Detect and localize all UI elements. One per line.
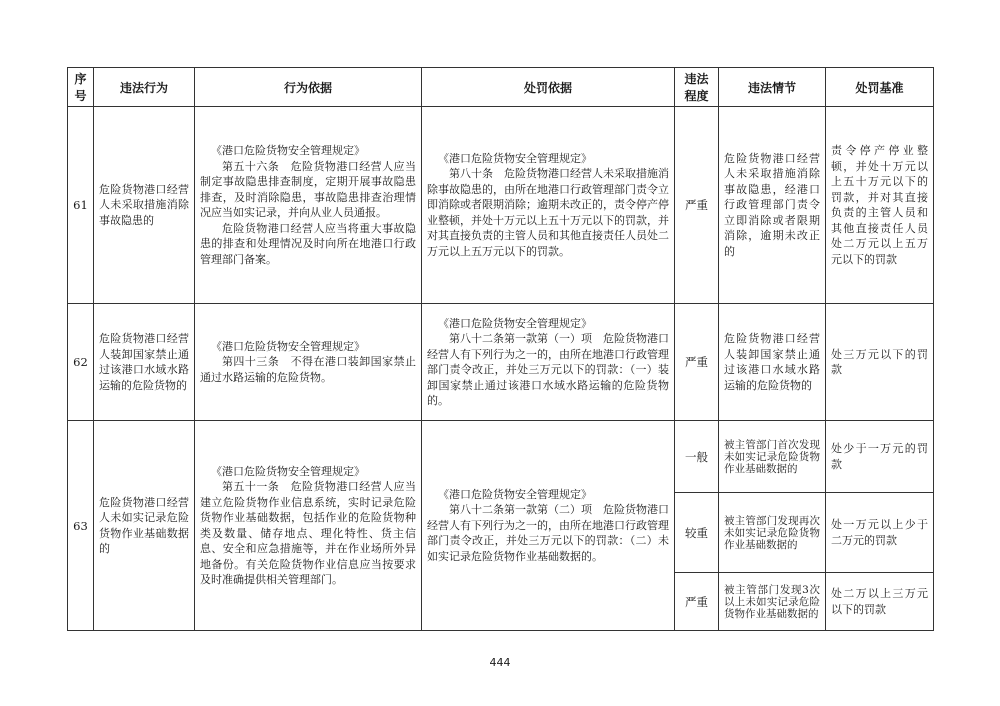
violation-act: 危险货物港口经营人未采取措施消除事故隐患的 <box>94 107 195 304</box>
basis-source: 《港口危险货物安全管理规定》 <box>211 144 365 157</box>
penalty-standard: 处三万元以下的罚款 <box>826 304 934 421</box>
penalty-standard-table <box>67 67 934 631</box>
penalty-standard: 责令停产停业整顿，并处十万元以上五十万元以下的罚款，并对其直接负责的主管人员和其他直接责任人员处二万元以上五万元以下的罚款 <box>826 107 934 304</box>
table-row <box>68 421 934 493</box>
penalty-source: 《港口危险货物安全管理规定》 <box>438 316 592 330</box>
violation-circumstance: 危险货物港口经营人未采取措施消除事故隐患，经港口行政管理部门责令立即消除或者限期消除，逾期未改正的 <box>719 107 826 304</box>
penalty-article: 第八十条 危险货物港口经营人未采取措施消除事故隐患的，由所在地港口行政管理部门责令立即消除或者限期消除；逾期未改正的，责令停产停业整顿，并处十万元以上五十万元以下的罚款，并对其直接负责的主管人员和其他直接责任人员处二万元以上五万元以下的罚款。 <box>427 167 669 258</box>
conduct-basis <box>195 107 422 304</box>
violation-act: 危险货物港口经营人未如实记录危险货物作业基础数据的 <box>94 421 195 631</box>
basis-source: 《港口危险货物安全管理规定》 <box>211 464 365 478</box>
violation-circumstance: 危险货物港口经营人装卸国家禁止通过该港口水域水路运输的危险货物的 <box>719 304 826 421</box>
penalty-standard: 处一万元以上少于二万元的罚款 <box>826 493 934 573</box>
basis-article: 第四十三条 不得在港口装卸国家禁止通过水路运输的危险货物。 <box>200 355 416 384</box>
header-penalty-basis: 处罚依据 <box>422 68 675 107</box>
violation-degree: 一般 <box>675 421 719 493</box>
violation-degree: 严重 <box>675 107 719 304</box>
header-no: 序号 <box>68 68 94 107</box>
basis-article: 第五十一条 危险货物港口经营人应当建立危险货物作业信息系统，实时记录危险货物作业基础数据，包括作业的危险货物种类及数量、储存地点、理化特性、货主信息、安全和应急措施等，并在作业场所外异地备份。有关危险货物作业信息应当按要求及时准确提供相关管理部门。 <box>200 480 416 586</box>
penalty-standard: 处二万以上三万元以下的罚款 <box>826 573 934 631</box>
violation-degree: 严重 <box>675 304 719 421</box>
table-header-row <box>68 68 934 107</box>
penalty-article: 第八十二条第一款第（一）项 危险货物港口经营人有下列行为之一的，由所在地港口行政管理部门责令改正，并处三万元以下的罚款：（一）装卸国家禁止通过该港口水域水路运输的危险货物的。 <box>427 332 669 407</box>
violation-circumstance: 被主管部门首次发现未如实记录危险货物作业基础数据的 <box>719 421 826 493</box>
header-act: 违法行为 <box>94 68 195 107</box>
row-number: 63 <box>68 421 94 631</box>
penalty-source: 《港口危险货物安全管理规定》 <box>438 151 592 165</box>
table-row <box>68 304 934 421</box>
page-number: 444 <box>489 656 511 669</box>
conduct-basis <box>195 304 422 421</box>
penalty-article: 第八十二条第一款第（二）项 危险货物港口经营人有下列行为之一的，由所在地港口行政管理部门责令改正，并处三万元以下的罚款：（二）未如实记录危险货物作业基础数据的。 <box>427 503 669 563</box>
header-circumstance: 违法情节 <box>719 68 826 107</box>
table-row <box>68 107 934 304</box>
violation-degree: 较重 <box>675 493 719 573</box>
header-degree: 违法程度 <box>675 68 719 107</box>
violation-act: 危险货物港口经营人装卸国家禁止通过该港口水域水路运输的危险货物的 <box>94 304 195 421</box>
violation-circumstance: 被主管部门发现再次未如实记录危险货物作业基础数据的 <box>719 493 826 573</box>
conduct-basis <box>195 421 422 631</box>
penalty-basis <box>422 304 675 421</box>
penalty-basis <box>422 107 675 304</box>
penalty-basis <box>422 421 675 631</box>
penalty-standard: 处少于一万元的罚款 <box>826 421 934 493</box>
row-number: 61 <box>68 107 94 304</box>
row-number: 62 <box>68 304 94 421</box>
basis-article: 危险货物港口经营人应当将重大事故隐患的排查和处理情况及时向所在地港口行政管理部门备案。 <box>200 221 416 266</box>
header-standard: 处罚基准 <box>826 68 934 107</box>
header-basis: 行为依据 <box>195 68 422 107</box>
basis-source: 《港口危险货物安全管理规定》 <box>211 339 365 353</box>
basis-article: 第五十六条 危险货物港口经营人应当制定事故隐患排查制度，定期开展事故隐患排查，及时消除隐患，事故隐患排查治理情况应当如实记录，并向从业人员通报。 <box>200 159 416 219</box>
penalty-source: 《港口危险货物安全管理规定》 <box>438 487 592 501</box>
violation-circumstance: 被主管部门发现3次以上未如实记录危险货物作业基础数据的 <box>719 573 826 631</box>
violation-degree: 严重 <box>675 573 719 631</box>
